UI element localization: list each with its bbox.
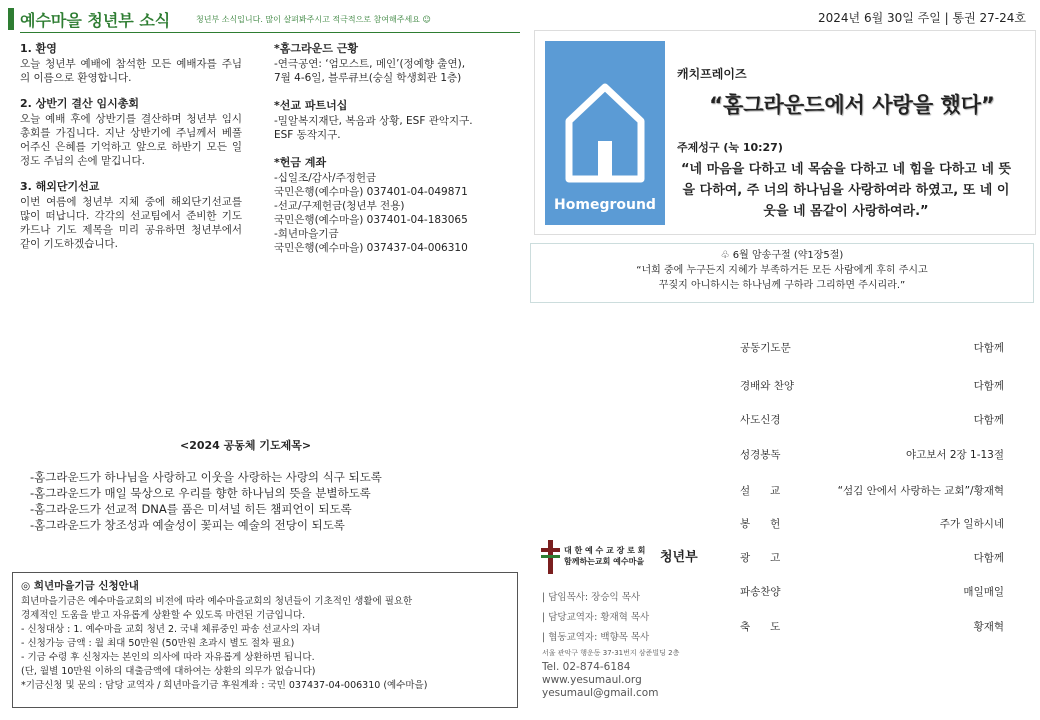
info-line: -연극공연: ‘엄모스트, 메인’(정예향 출연), <box>274 58 466 70</box>
order-row <box>740 483 1004 497</box>
order-item-name: 광 고 <box>740 552 781 564</box>
header-divider <box>20 32 520 33</box>
order-item-value: 주가 일하시네 <box>939 518 1004 530</box>
bulletin-title: 예수마을 청년부 소식 <box>20 11 171 30</box>
order-item-name: 봉 헌 <box>740 518 781 530</box>
fund-title: ◎ 희년마을기금 신청안내 <box>21 580 139 592</box>
info-line: 7월 4-6일, 블루큐브(숭실 학생회관 1층) <box>274 72 462 84</box>
order-item-value: 황재혁 <box>973 621 1004 633</box>
prayer-topics-list <box>30 469 382 533</box>
fund-line: *기금신청 및 문의 : 담당 교역자 / 희년마을기금 후원계좌 : 국민 037437-04-006310 (예수마을) <box>21 680 428 691</box>
info-line: 국민은행(예수마을) 037437-04-006310 <box>274 242 468 254</box>
info-heading: *홈그라운드 근황 <box>274 42 358 55</box>
order-item-name: 공동기도문 <box>740 342 791 354</box>
church-address: 서울 관악구 행운동 37-31번지 삼준빌딩 2층 <box>542 649 680 657</box>
mission-partners-block <box>274 99 500 142</box>
order-item-value: 다함께 <box>973 414 1004 426</box>
theme-verse-text: “네 마음을 다하고 네 목숨을 다하고 네 힘을 다하고 네 뜻을 다하여, 주 너의 하나님을 사랑하여라 하였고, 또 네 이웃을 네 몸같이 사랑하여라.” <box>680 162 1012 219</box>
order-row <box>740 340 1004 354</box>
info-line: ESF 동작지구. <box>274 129 341 141</box>
homeground-logo-text: Homeground <box>554 197 656 213</box>
order-item-name: 파송찬양 <box>740 586 781 598</box>
order-item-value: 다함께 <box>973 342 1004 354</box>
order-row <box>740 584 1004 598</box>
news-body: 이번 여름에 청년부 지체 중에 해외단기선교를 많이 떠납니다. 각각의 선교팀에서 준비한 기도 카드나 기도 제목을 미리 공유하면 청년부에서 같이 기도하겠습니다. <box>20 196 242 250</box>
fund-line: - 신청대상 : 1. 예수마을 교회 청년 2. 국내 체류중인 파송 선교사의 자녀 <box>21 624 321 635</box>
memory-verse-box <box>530 243 1034 303</box>
church-phone: Tel. 02-874-6184 <box>542 661 631 673</box>
jubilee-fund-notice <box>12 572 518 708</box>
order-row <box>740 516 1004 530</box>
memory-verse-line: 꾸짖지 아니하시는 하나님께 구하라 그리하면 주시리라.” <box>658 280 906 291</box>
fund-line: - 기금 수령 후 신청자는 본인의 의사에 따라 자유롭게 상환하면 됩니다. <box>21 652 315 663</box>
info-heading: *헌금 계좌 <box>274 156 327 169</box>
news-body: 오늘 예배 후에 상반기를 결산하며 청년부 임시총회를 가집니다. 지난 상반기에 주님께서 베풀어주신 은혜를 기억하고 앞으로 하반기 모든 일정도 주님의 손에 맡깁니다. <box>20 113 242 167</box>
news-heading: 1. 환영 <box>20 42 57 55</box>
prayer-item: -홈그라운드가 창조성과 예술성이 꽃피는 예술의 전당이 되도록 <box>30 518 345 532</box>
order-row <box>740 412 1004 426</box>
homeground-news-block <box>274 42 500 85</box>
info-line: -선교/구제헌금(청년부 전용) <box>274 200 405 212</box>
staff-list <box>542 588 649 648</box>
info-line: -밀알복지재단, 복음과 상황, ESF 관악지구. <box>274 115 473 127</box>
prayer-item: -홈그라운드가 하나님을 사랑하고 이웃을 사랑하는 사랑의 식구 되도록 <box>30 470 382 484</box>
order-item-name: 축 도 <box>740 621 781 633</box>
news-heading: 2. 상반기 결산 임시총회 <box>20 97 139 110</box>
church-website-link[interactable]: www.yesumaul.org <box>542 674 642 686</box>
info-line: 국민은행(예수마을) 037401-04-183065 <box>274 214 468 226</box>
order-item-name: 설 교 <box>740 485 781 497</box>
prayer-topics-title: <2024 공동체 기도제목> <box>180 439 312 452</box>
news-column <box>20 42 242 263</box>
department-name: 청년부 <box>660 550 698 565</box>
theme-verse-reference: 주제성구 (눅 10:27) <box>677 141 783 154</box>
catchphrase-label: 캐치프레이즈 <box>677 67 747 81</box>
staff-item: | 담당교역자: 황재혁 목사 <box>542 612 650 623</box>
fund-line: 희년마을기금은 예수마을교회의 비전에 따라 예수마을교회의 청년들이 기초적인 생활에 필요한 <box>21 596 413 607</box>
memory-verse-title: ♧ 6월 암송구절 (약1장5절) <box>720 250 844 261</box>
header-accent-bar <box>8 8 14 30</box>
order-item-value: 다함께 <box>973 380 1004 392</box>
catchphrase-box <box>534 30 1036 235</box>
church-email-link[interactable]: yesumaul@gmail.com <box>542 687 659 699</box>
order-item-name: 성경봉독 <box>740 449 781 461</box>
memory-verse-line: “너희 중에 누구든지 지혜가 부족하거든 모든 사람에게 후히 주시고 <box>636 265 928 276</box>
house-icon <box>565 83 645 183</box>
info-line: -희년마을기금 <box>274 228 339 240</box>
prayer-item: -홈그라운드가 선교적 DNA를 품은 미셔널 히든 챔피언이 되도록 <box>30 502 352 516</box>
church-name <box>564 545 645 567</box>
order-row <box>740 550 1004 564</box>
catchphrase-text: “홈그라운드에서 사랑을 했다” <box>709 93 995 117</box>
order-row <box>740 378 1004 392</box>
staff-item: | 협동교역자: 백향목 목사 <box>542 632 650 643</box>
order-item-value: 다함께 <box>973 552 1004 564</box>
church-contact <box>542 661 658 700</box>
order-item-name: 경배와 찬양 <box>740 380 795 392</box>
denomination-name: 대 한 예 수 교 장 로 회 <box>564 546 646 555</box>
staff-item: | 담임목사: 장승익 목사 <box>542 592 641 603</box>
info-line: 국민은행(예수마을) 037401-04-049871 <box>274 186 468 198</box>
fund-line: (단, 월별 10만원 이하의 대출금액에 대하여는 상환의 의무가 없습니다) <box>21 666 316 677</box>
cross-icon <box>540 540 560 574</box>
prayer-item: -홈그라운드가 매일 묵상으로 우리를 향한 하나님의 뜻을 분별하도록 <box>30 486 371 500</box>
order-item-value: “섬김 안에서 사랑하는 교회”/황재혁 <box>837 485 1004 497</box>
homeground-logo <box>545 41 665 225</box>
news-body: 오늘 청년부 예배에 참석한 모든 예배자를 주님의 이름으로 환영합니다. <box>20 58 242 84</box>
offering-accounts-block <box>274 156 500 255</box>
church-title: 함께하는교회 예수마을 <box>564 557 645 566</box>
news-heading: 3. 해외단기선교 <box>20 180 100 193</box>
order-item-value: 야고보서 2장 1-13절 <box>905 449 1004 461</box>
info-column <box>274 42 500 269</box>
order-item-name: 사도신경 <box>740 414 781 426</box>
bulletin-subtitle: 청년부 소식입니다. 많이 살펴봐주시고 적극적으로 참여해주세요 ☺ <box>196 15 431 24</box>
order-item-value: 매일매일 <box>963 586 1004 598</box>
order-row <box>740 619 1004 633</box>
fund-line: 경제적인 도움을 받고 자유롭게 상환할 수 있도록 마련된 기금입니다. <box>21 610 306 621</box>
info-heading: *선교 파트너십 <box>274 99 348 112</box>
info-line: -십일조/감사/주정헌금 <box>274 172 377 184</box>
fund-line: - 신청가능 금액 : 월 최대 50만원 (50만원 초과시 별도 절차 필요) <box>21 638 295 649</box>
order-row <box>740 447 1004 461</box>
issue-date: 2024년 6월 30일 주일 | 통권 27-24호 <box>818 11 1026 25</box>
